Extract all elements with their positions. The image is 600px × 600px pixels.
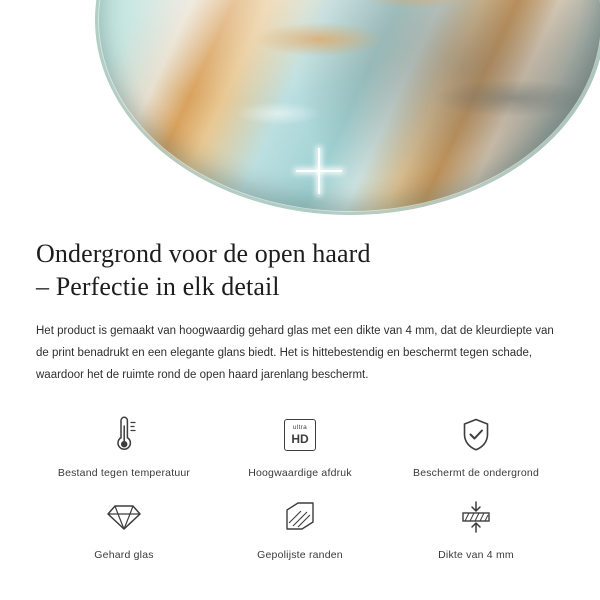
shield-check-icon [459, 413, 493, 457]
feature-item-thickness [388, 495, 564, 561]
hero-image [0, 0, 600, 215]
product-image-round-glass [95, 0, 600, 215]
feature-label-surface-protection: Beschermt de ondergrond [412, 466, 539, 479]
thermometer-icon [107, 413, 141, 457]
feature-item-temperature [36, 413, 212, 479]
feature-item-tempered-glass [36, 495, 212, 561]
feature-label-temperature: Bestand tegen temperatuur [57, 466, 191, 479]
badge-bottom-text: HD [291, 431, 309, 446]
ultra-hd-badge-icon [284, 413, 316, 457]
feature-grid [36, 413, 564, 561]
feature-label-tempered-glass: Gehard glas [94, 548, 154, 561]
feature-label-thickness: Dikte van 4 mm [438, 548, 514, 561]
feature-label-polished-edges: Gepolijste randen [257, 548, 343, 561]
content-section [0, 237, 600, 561]
page-title [36, 237, 564, 304]
feature-item-surface-protection [388, 413, 564, 479]
feature-item-polished-edges [212, 495, 388, 561]
feature-item-print-quality [212, 413, 388, 479]
diamond-icon [106, 495, 142, 539]
badge-top-text: ultra [292, 424, 308, 432]
product-description: Het product is gemaakt van hoogwaardig gehard glas met een dikte van 4 mm, dat de kleurdiepte van de print benadrukt en een elegante glans biedt. Het is hittebestendig en beschermt tegen schade, waardoor het de ruimte rond de open haard jarenlang beschermt. [36, 324, 554, 382]
page-title-line-1: Ondergrond voor de open haard [36, 239, 371, 268]
thickness-arrows-icon [458, 495, 494, 539]
polished-edges-icon [283, 495, 317, 539]
page-title-line-2: – Perfectie in elk detail [36, 272, 280, 302]
feature-label-print-quality: Hoogwaardige afdruk [248, 466, 352, 479]
